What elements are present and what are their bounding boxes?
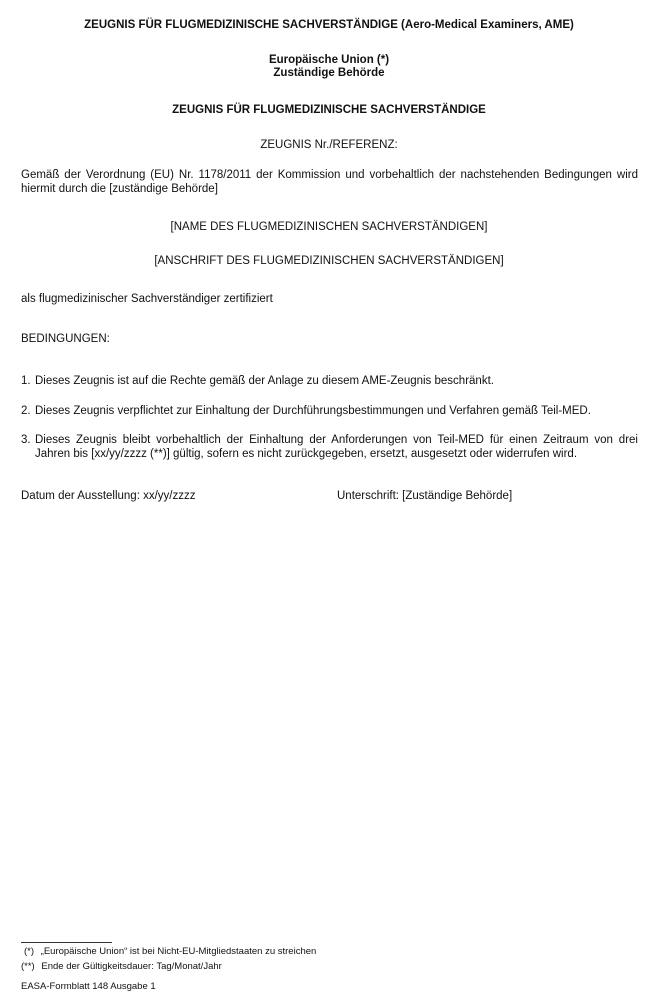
condition-text: Dieses Zeugnis bleibt vorbehaltlich der Einhaltung der Anforderungen von Teil-MED für einen Zeitraum von drei Jahren bis [xx/yy/zzzz (**)] gültig, sofern es nicht zurückgegeben, ersetzt, ausgesetzt oder widerrufen wird. <box>35 434 638 460</box>
certificate-title: ZEUGNIS FÜR FLUGMEDIZINISCHE SACHVERSTÄNDIGE <box>172 104 486 116</box>
intro-text: Gemäß der Verordnung (EU) Nr. 1178/2011 der Kommission und vorbehaltlich der nachstehenden Bedingungen wird hiermit durch die [zuständige Behörde] <box>21 169 638 195</box>
signature-field: Unterschrift: [Zuständige Behörde] <box>337 490 513 502</box>
footnote-1 <box>21 946 316 957</box>
issuer-line-2: Zuständige Behörde <box>273 67 385 79</box>
main-title: ZEUGNIS FÜR FLUGMEDIZINISCHE SACHVERSTÄNDIGE (Aero-Medical Examiners, AME) <box>84 19 574 31</box>
certified-text: als flugmedizinischer Sachverständiger zertifiziert <box>21 293 273 305</box>
reference-label: ZEUGNIS Nr./REFERENZ: <box>260 139 398 151</box>
conditions-heading: BEDINGUNGEN: <box>21 333 110 345</box>
footnote-text: „Europäische Union“ ist bei Nicht-EU-Mitgliedstaaten zu streichen <box>40 946 317 957</box>
condition-number: 3. <box>21 434 31 446</box>
footnote-2 <box>21 961 222 972</box>
form-id: EASA-Formblatt 148 Ausgabe 1 <box>21 981 156 992</box>
examiner-name: [NAME DES FLUGMEDIZINISCHEN SACHVERSTÄNDIGEN] <box>170 221 488 233</box>
condition-item <box>21 404 638 418</box>
footnote-text: Ende der Gültigkeitsdauer: Tag/Monat/Jahr <box>41 961 222 972</box>
condition-number: 2. <box>21 405 31 417</box>
issuer-line-1: Europäische Union (*) <box>268 54 390 66</box>
condition-item <box>21 433 638 461</box>
condition-item <box>21 374 638 388</box>
condition-text: Dieses Zeugnis ist auf die Rechte gemäß der Anlage zu diesem AME-Zeugnis beschränkt. <box>35 375 494 387</box>
examiner-address: [ANSCHRIFT DES FLUGMEDIZINISCHEN SACHVERSTÄNDIGEN] <box>154 255 504 267</box>
footnote-mark: (*) <box>24 946 35 957</box>
footnote-mark: (**) <box>21 961 35 972</box>
issue-date: Datum der Ausstellung: xx/yy/zzzz <box>21 490 196 502</box>
condition-number: 1. <box>21 375 31 387</box>
condition-text: Dieses Zeugnis verpflichtet zur Einhaltung der Durchführungsbestimmungen und Verfahren gemäß Teil-MED. <box>35 405 591 417</box>
footnote-divider <box>21 942 112 943</box>
